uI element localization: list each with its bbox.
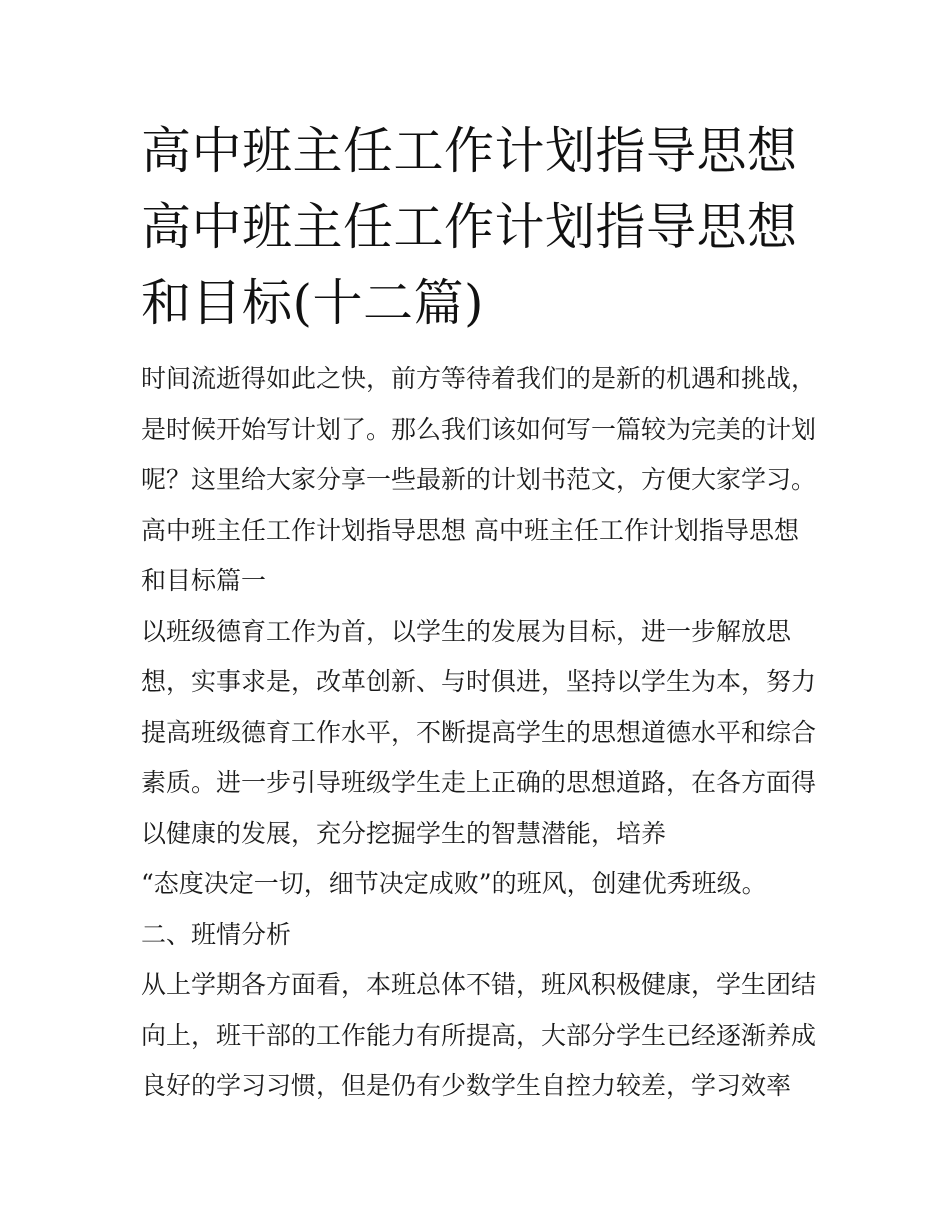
section-heading-line: 二、班情分析 xyxy=(141,919,292,949)
document-body xyxy=(141,354,821,1112)
body-line: 是时候开始写计划了。那么我们该如何写一篇较为完美的计划 xyxy=(141,414,817,444)
body-line: 时间流逝得如此之快，前方等待着我们的是新的机遇和挑战， xyxy=(141,364,817,393)
body-line: 以班级德育工作为首，以学生的发展为目标，进一步解放思 xyxy=(141,616,792,646)
body-line: 向上，班干部的工作能力有所提高，大部分学生已经逐渐养成 xyxy=(141,1020,817,1050)
title-line: 高中班主任工作计划指导思想 xyxy=(141,198,798,256)
body-line: 想，实事求是，改革创新、与时俱进，坚持以学生为本，努力 xyxy=(141,667,817,696)
section-heading-line: 高中班主任工作计划指导思想 高中班主任工作计划指导思想 xyxy=(141,515,799,545)
body-line: 呢？这里给大家分享一些最新的计划书范文，方便大家学习。 xyxy=(141,465,817,494)
body-line: 从上学期各方面看，本班总体不错，班风积极健康，学生团结 xyxy=(141,970,817,999)
title-line: 高中班主任工作计划指导思想 xyxy=(141,122,798,180)
body-line: 素质。进一步引导班级学生走上正确的思想道路，在各方面得 xyxy=(141,768,817,797)
section-heading-line: 和目标篇一 xyxy=(141,566,267,595)
body-line: 提高班级德育工作水平，不断提高学生的思想道德水平和综合 xyxy=(141,717,817,747)
document-title xyxy=(141,113,821,341)
title-line: 和目标(十二篇) xyxy=(141,274,485,332)
body-line: “态度决定一切，细节决定成败”的班风，创建优秀班级。 xyxy=(141,869,767,898)
body-line: 良好的学习习惯，但是仍有少数学生自控力较差，学习效率 xyxy=(141,1071,792,1100)
body-line: 以健康的发展，充分挖掘学生的智慧潜能，培养 xyxy=(141,818,667,848)
